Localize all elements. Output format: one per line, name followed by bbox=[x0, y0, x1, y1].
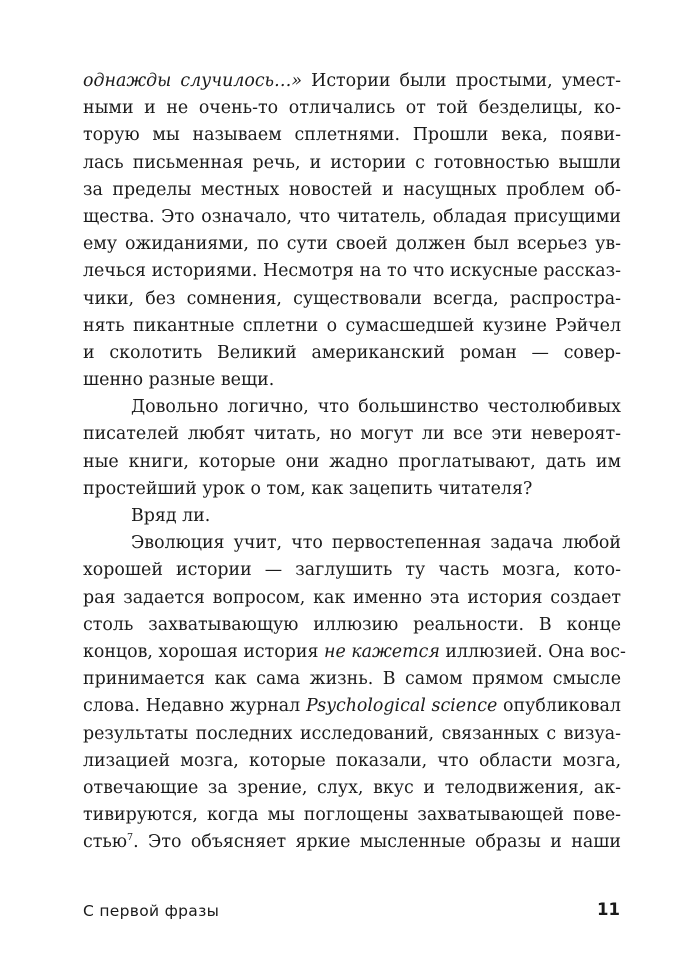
text-line-18: Эволюция учит, что первостепенная задача любой bbox=[131, 533, 621, 554]
text-line-23: принимается как сама жизнь. В самом прямом смысле bbox=[83, 669, 621, 690]
text-line-3: торую мы называем сплетнями. Прошли века, появи- bbox=[83, 125, 621, 146]
text-line-21: столь захватывающую иллюзию реальности. В конце bbox=[83, 614, 621, 635]
text-line-11: и сколотить Великий американский роман — совер- bbox=[83, 342, 621, 363]
text-line-8: лечься историями. Несмотря на то что искусные рассказ- bbox=[83, 261, 621, 282]
text-line-7: ему ожиданиями, по сути своей должен был всерьез ув- bbox=[83, 234, 621, 255]
text-line-20: рая задается вопросом, как именно эта история создает bbox=[83, 587, 621, 608]
page-number: 11 bbox=[597, 900, 620, 919]
text-line-6: щества. Это означало, что читатель, обладая присущими bbox=[83, 206, 621, 227]
text-line-10: нять пикантные сплетни о сумасшедшей кузине Рэйчел bbox=[83, 315, 621, 336]
text-line-2: ными и не очень-то отличались от той безделицы, ко- bbox=[83, 98, 621, 119]
italic-phrase: не кажется bbox=[324, 641, 440, 662]
text-line-24: слова. Недавно журнал Psychological science опубликовал bbox=[83, 696, 621, 717]
text-line-22: концов, хорошая история не кажется иллюзией. Она вос- bbox=[83, 641, 626, 662]
text-line-15: ные книги, которые они жадно проглатывают, дать им bbox=[83, 451, 621, 472]
footnote-marker: 7 bbox=[126, 832, 134, 844]
journal-title: Psychological science bbox=[305, 696, 498, 717]
text-line-12: шенно разные вещи. bbox=[83, 370, 275, 391]
text-line-29: стью$^7$. Это объясняет яркие мысленные образы и наши bbox=[83, 832, 621, 853]
text-line-19: хорошей истории — заглушить ту часть мозга, кото- bbox=[83, 560, 621, 581]
body-text bbox=[83, 68, 626, 856]
text-line-13: Довольно логично, что большинство честолюбивых bbox=[131, 397, 621, 418]
text-line-16: простейший урок о том, как зацепить читателя? bbox=[83, 478, 533, 499]
running-footer-title: С первой фразы bbox=[83, 902, 220, 920]
text-line-14: писателей любят читать, но могут ли все эти невероят- bbox=[83, 424, 621, 445]
text-line-1: однажды случилось…» Истории были простыми, умест- bbox=[83, 71, 622, 91]
text-line-9: чики, без сомнения, существовали всегда, распростра- bbox=[83, 288, 621, 309]
text-line-4: лась письменная речь, и истории с готовностью вышли bbox=[83, 152, 621, 173]
text-line-25: результаты последних исследований, связанных с визуа- bbox=[83, 723, 621, 744]
text-line-27: отвечающие за зрение, слух, вкус и телодвижения, ак- bbox=[83, 777, 621, 798]
text-line-5: за пределы местных новостей и насущных проблем об- bbox=[83, 179, 621, 200]
text-line-28: тивируются, когда мы поглощены захватывающей пове- bbox=[83, 805, 621, 826]
text-line-17: Вряд ли. bbox=[131, 506, 211, 526]
italic-phrase: однажды случилось…» bbox=[83, 71, 303, 91]
text-line-26: лизацией мозга, которые показали, что области мозга, bbox=[83, 750, 621, 771]
